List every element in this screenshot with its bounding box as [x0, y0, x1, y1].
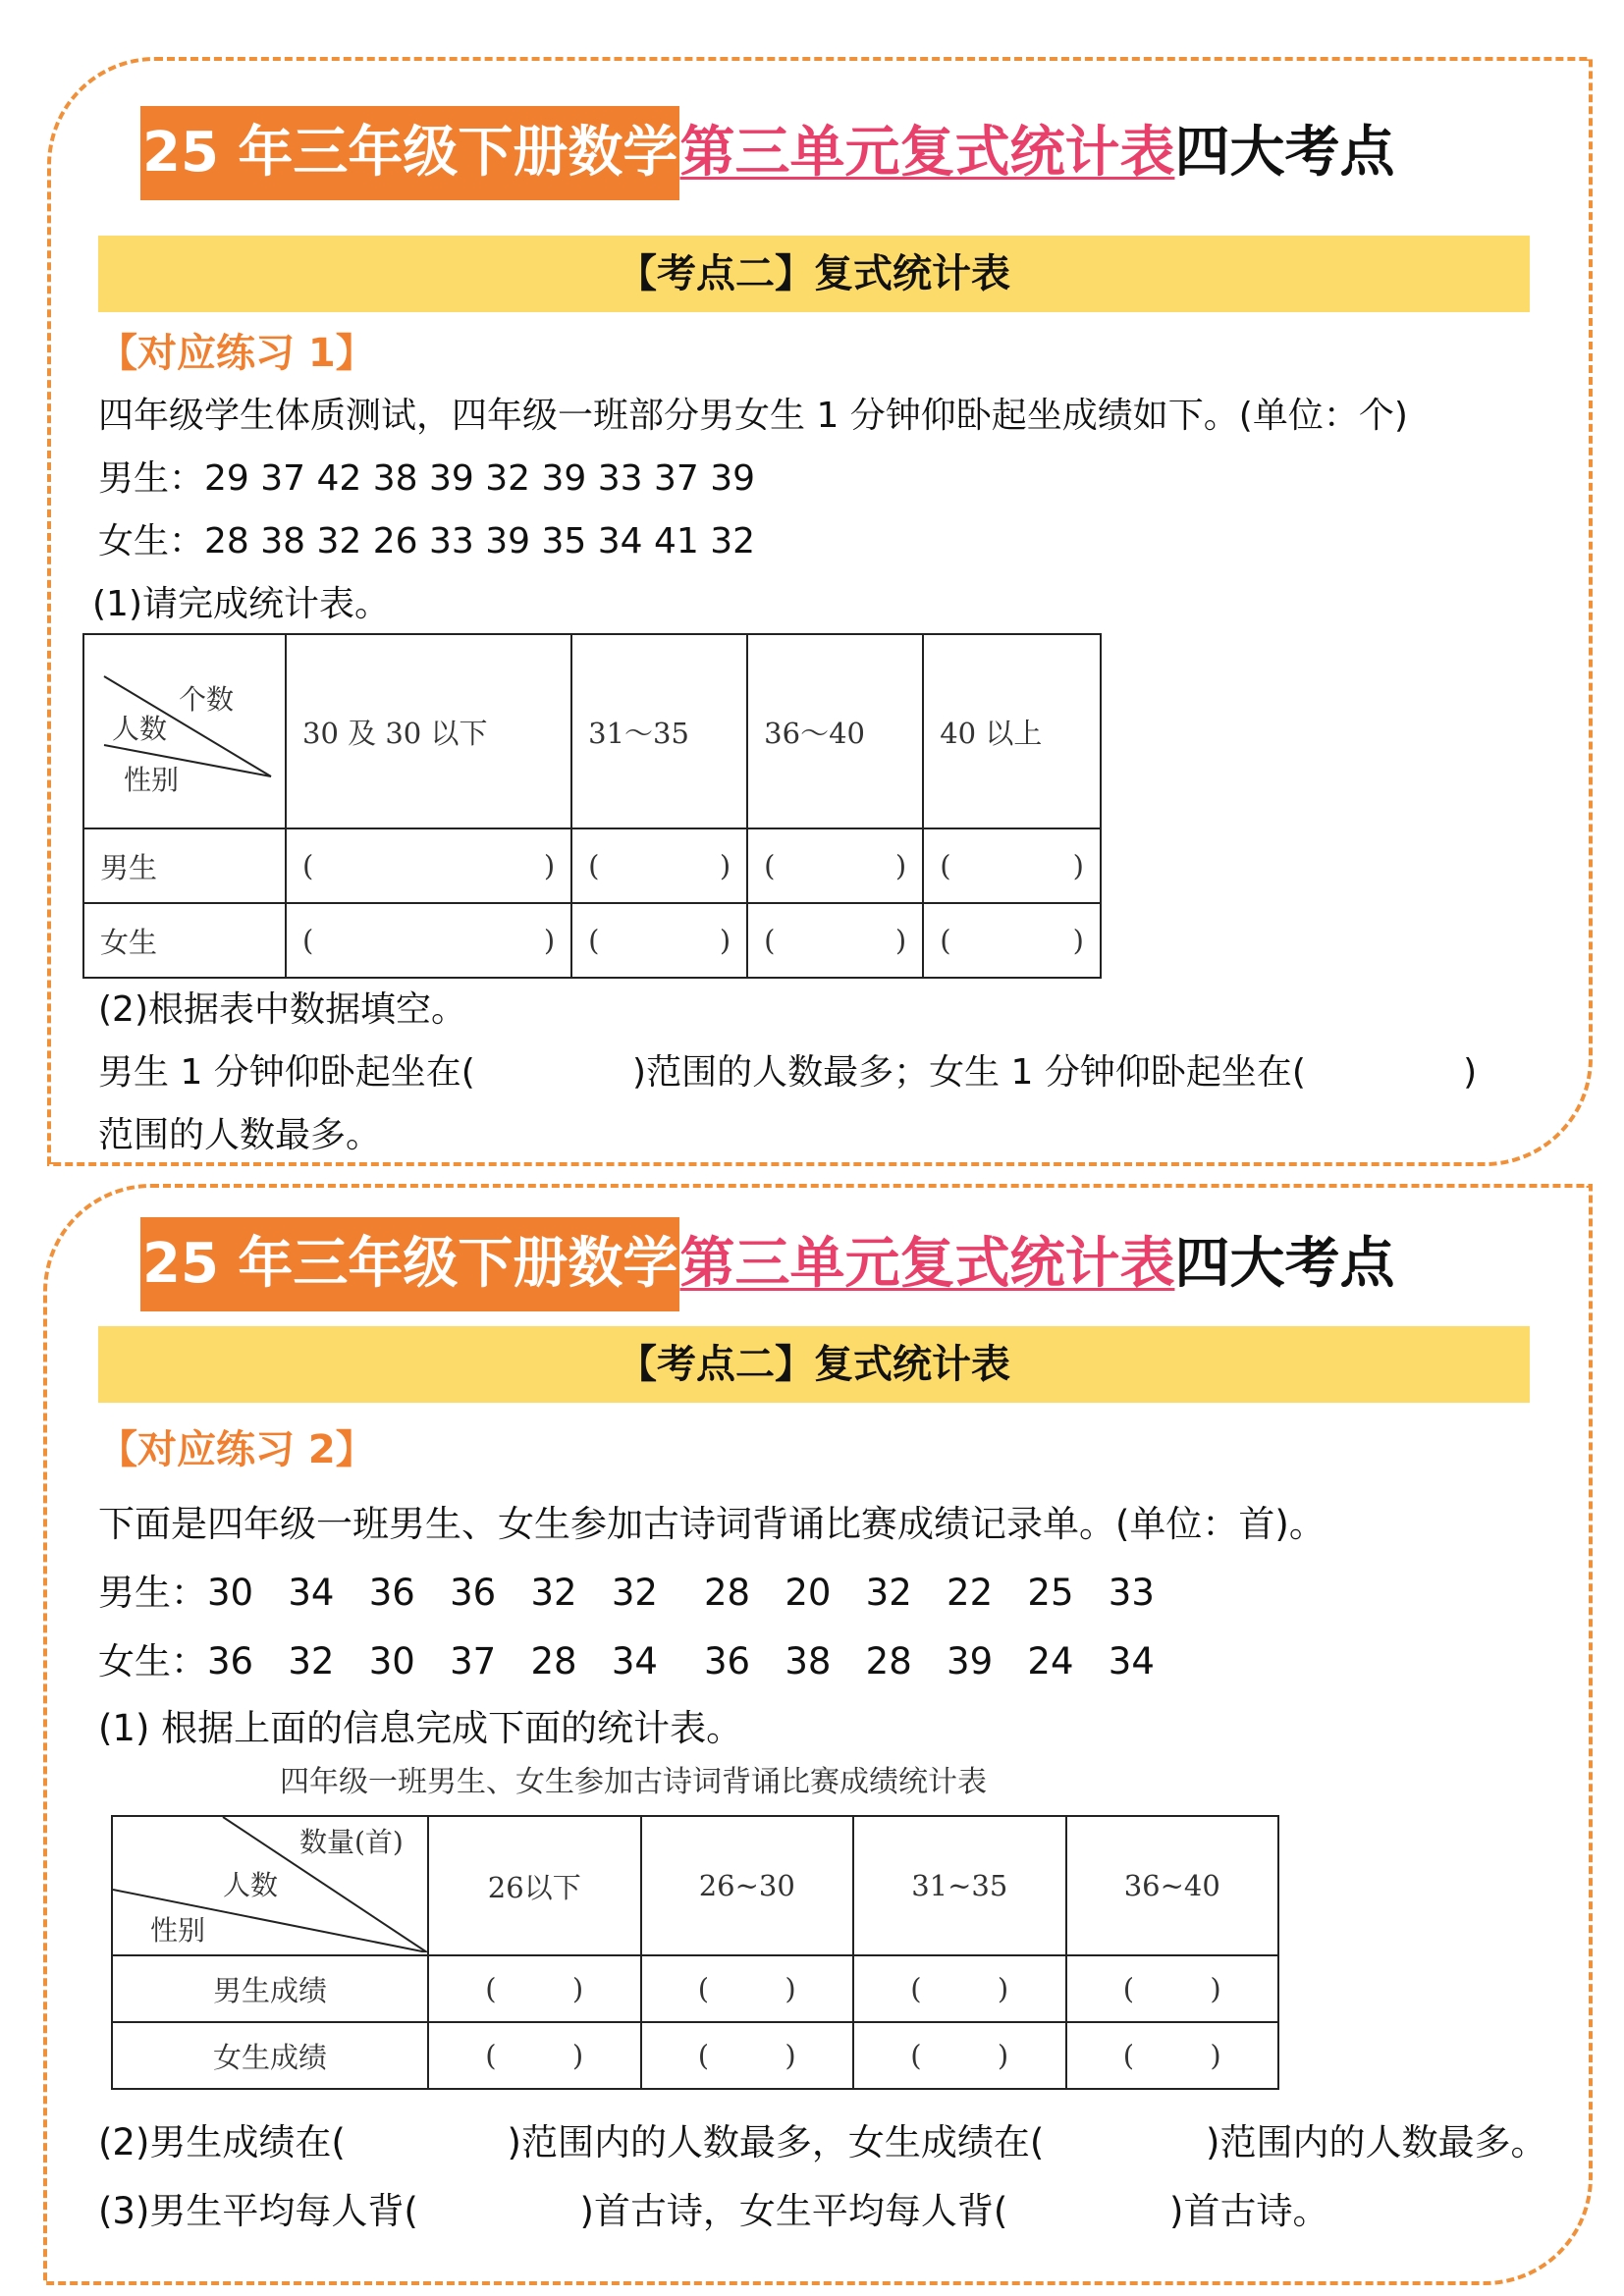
topic-banner: 【考点二】复式统计表 [98, 1326, 1530, 1403]
practice-heading: 【对应练习 2】 [98, 1427, 375, 1472]
paren-open: ( [910, 2039, 922, 2072]
girls-scores: 女生：28 38 32 26 33 39 35 34 41 32 [98, 521, 756, 561]
corner-label-count: 个数 [179, 683, 235, 716]
paren-open: ( [1122, 2039, 1135, 2072]
column-header: 40 以上 [923, 634, 1101, 828]
answer-blank[interactable] [853, 2022, 1066, 2089]
corner-label-people: 人数 [112, 713, 168, 745]
column-header: 36～40 [747, 634, 923, 828]
row-label-boys: 男生 [83, 828, 286, 903]
answer-blank[interactable] [571, 903, 747, 978]
paren-open: ( [764, 849, 776, 882]
paren-open: ( [302, 849, 314, 882]
paren-open: ( [764, 924, 776, 957]
column-header: 26以下 [428, 1816, 641, 1955]
problem-intro: 下面是四年级一班男生、女生参加古诗词背诵比赛成绩记录单。(单位：首)。 [98, 1503, 1326, 1545]
paren-close: ) [997, 1972, 1009, 2005]
question-3: (3)男生平均每人背( )首古诗，女生平均每人背( )首古诗。 [98, 2190, 1329, 2232]
paren-close: ) [894, 849, 907, 882]
corner-label-people: 人数 [223, 1869, 279, 1901]
row-label-boys: 男生成绩 [112, 1955, 428, 2022]
table-caption: 四年级一班男生、女生参加古诗词背诵比赛成绩统计表 [280, 1765, 987, 1799]
answer-blank[interactable] [853, 1955, 1066, 2022]
answer-blank[interactable] [428, 2022, 641, 2089]
column-header: 30 及 30 以下 [286, 634, 571, 828]
answer-blank[interactable] [286, 903, 571, 978]
paren-open: ( [697, 1972, 710, 2005]
answer-blank[interactable] [428, 1955, 641, 2022]
paren-open: ( [697, 2039, 710, 2072]
answer-blank[interactable] [923, 828, 1101, 903]
question-2-line-1: 男生 1 分钟仰卧起坐在( )范围的人数最多；女生 1 分钟仰卧起坐在( ) [98, 1052, 1478, 1093]
answer-blank[interactable] [641, 1955, 854, 2022]
title-grade: 25 年三年级下册数学 [140, 106, 679, 200]
paren-open: ( [485, 1972, 497, 2005]
title-unit: 第三单元复式统计表 [679, 1232, 1175, 1296]
page-title [140, 106, 1394, 200]
paren-close: ) [571, 2039, 584, 2072]
paren-close: ) [785, 2039, 796, 2072]
paren-open: ( [910, 1972, 922, 2005]
page-title [140, 1217, 1394, 1311]
question-1: (1)请完成统计表。 [92, 584, 390, 624]
row-label-girls: 女生 [83, 903, 286, 978]
boys-scores: 男生：29 37 42 38 39 32 39 33 37 39 [98, 458, 756, 499]
column-header: 31~35 [853, 1816, 1066, 1955]
title-points: 四大考点 [1174, 121, 1395, 185]
paren-close: ) [719, 924, 731, 957]
title-unit: 第三单元复式统计表 [679, 121, 1175, 185]
paren-close: ) [785, 1972, 796, 2005]
stats-table-2 [111, 1815, 1279, 2090]
answer-blank[interactable] [1066, 2022, 1279, 2089]
column-header: 36~40 [1066, 1816, 1279, 1955]
answer-blank[interactable] [641, 2022, 854, 2089]
paren-close: ) [543, 849, 556, 882]
answer-blank[interactable] [923, 903, 1101, 978]
paren-open: ( [588, 849, 600, 882]
question-1: (1) 根据上面的信息完成下面的统计表。 [98, 1707, 743, 1749]
row-label-girls: 女生成绩 [112, 2022, 428, 2089]
paren-close: ) [543, 924, 556, 957]
answer-blank[interactable] [571, 828, 747, 903]
title-points: 四大考点 [1174, 1232, 1395, 1296]
practice-heading: 【对应练习 1】 [98, 331, 375, 376]
paren-open: ( [485, 2039, 497, 2072]
answer-blank[interactable] [1066, 1955, 1279, 2022]
column-header: 31～35 [571, 634, 747, 828]
table-corner-cell [112, 1816, 428, 1955]
answer-blank[interactable] [286, 828, 571, 903]
table-corner-cell [83, 634, 286, 828]
paren-open: ( [940, 924, 951, 957]
answer-blank[interactable] [747, 903, 923, 978]
column-header: 26~30 [641, 1816, 854, 1955]
paren-close: ) [571, 1972, 584, 2005]
paren-close: ) [719, 849, 731, 882]
girls-scores: 女生：36 32 30 37 28 34 36 38 28 39 24 34 [98, 1640, 1155, 1682]
title-grade: 25 年三年级下册数学 [140, 1217, 679, 1311]
question-2-line-2: 范围的人数最多。 [98, 1115, 382, 1155]
paren-close: ) [1072, 924, 1084, 957]
paren-close: ) [1210, 2039, 1221, 2072]
corner-label-gender: 性别 [124, 764, 180, 796]
question-2: (2)男生成绩在( )范围内的人数最多，女生成绩在( )范围内的人数最多。 [98, 2121, 1547, 2163]
topic-banner: 【考点二】复式统计表 [98, 236, 1530, 312]
answer-blank[interactable] [747, 828, 923, 903]
paren-open: ( [588, 924, 600, 957]
paren-close: ) [1210, 1972, 1221, 2005]
stats-table-1 [82, 633, 1102, 979]
corner-label-count: 数量(首) [299, 1826, 404, 1858]
corner-label-gender: 性别 [150, 1914, 206, 1947]
paren-open: ( [1122, 1972, 1135, 2005]
boys-scores: 男生：30 34 36 36 32 32 28 20 32 22 25 33 [98, 1572, 1155, 1614]
paren-close: ) [997, 2039, 1009, 2072]
paren-close: ) [1072, 849, 1084, 882]
paren-open: ( [940, 849, 951, 882]
question-2: (2)根据表中数据填空。 [98, 989, 466, 1030]
problem-intro: 四年级学生体质测试，四年级一班部分男女生 1 分钟仰卧起坐成绩如下。(单位：个) [98, 396, 1408, 436]
paren-close: ) [894, 924, 907, 957]
paren-open: ( [302, 924, 314, 957]
